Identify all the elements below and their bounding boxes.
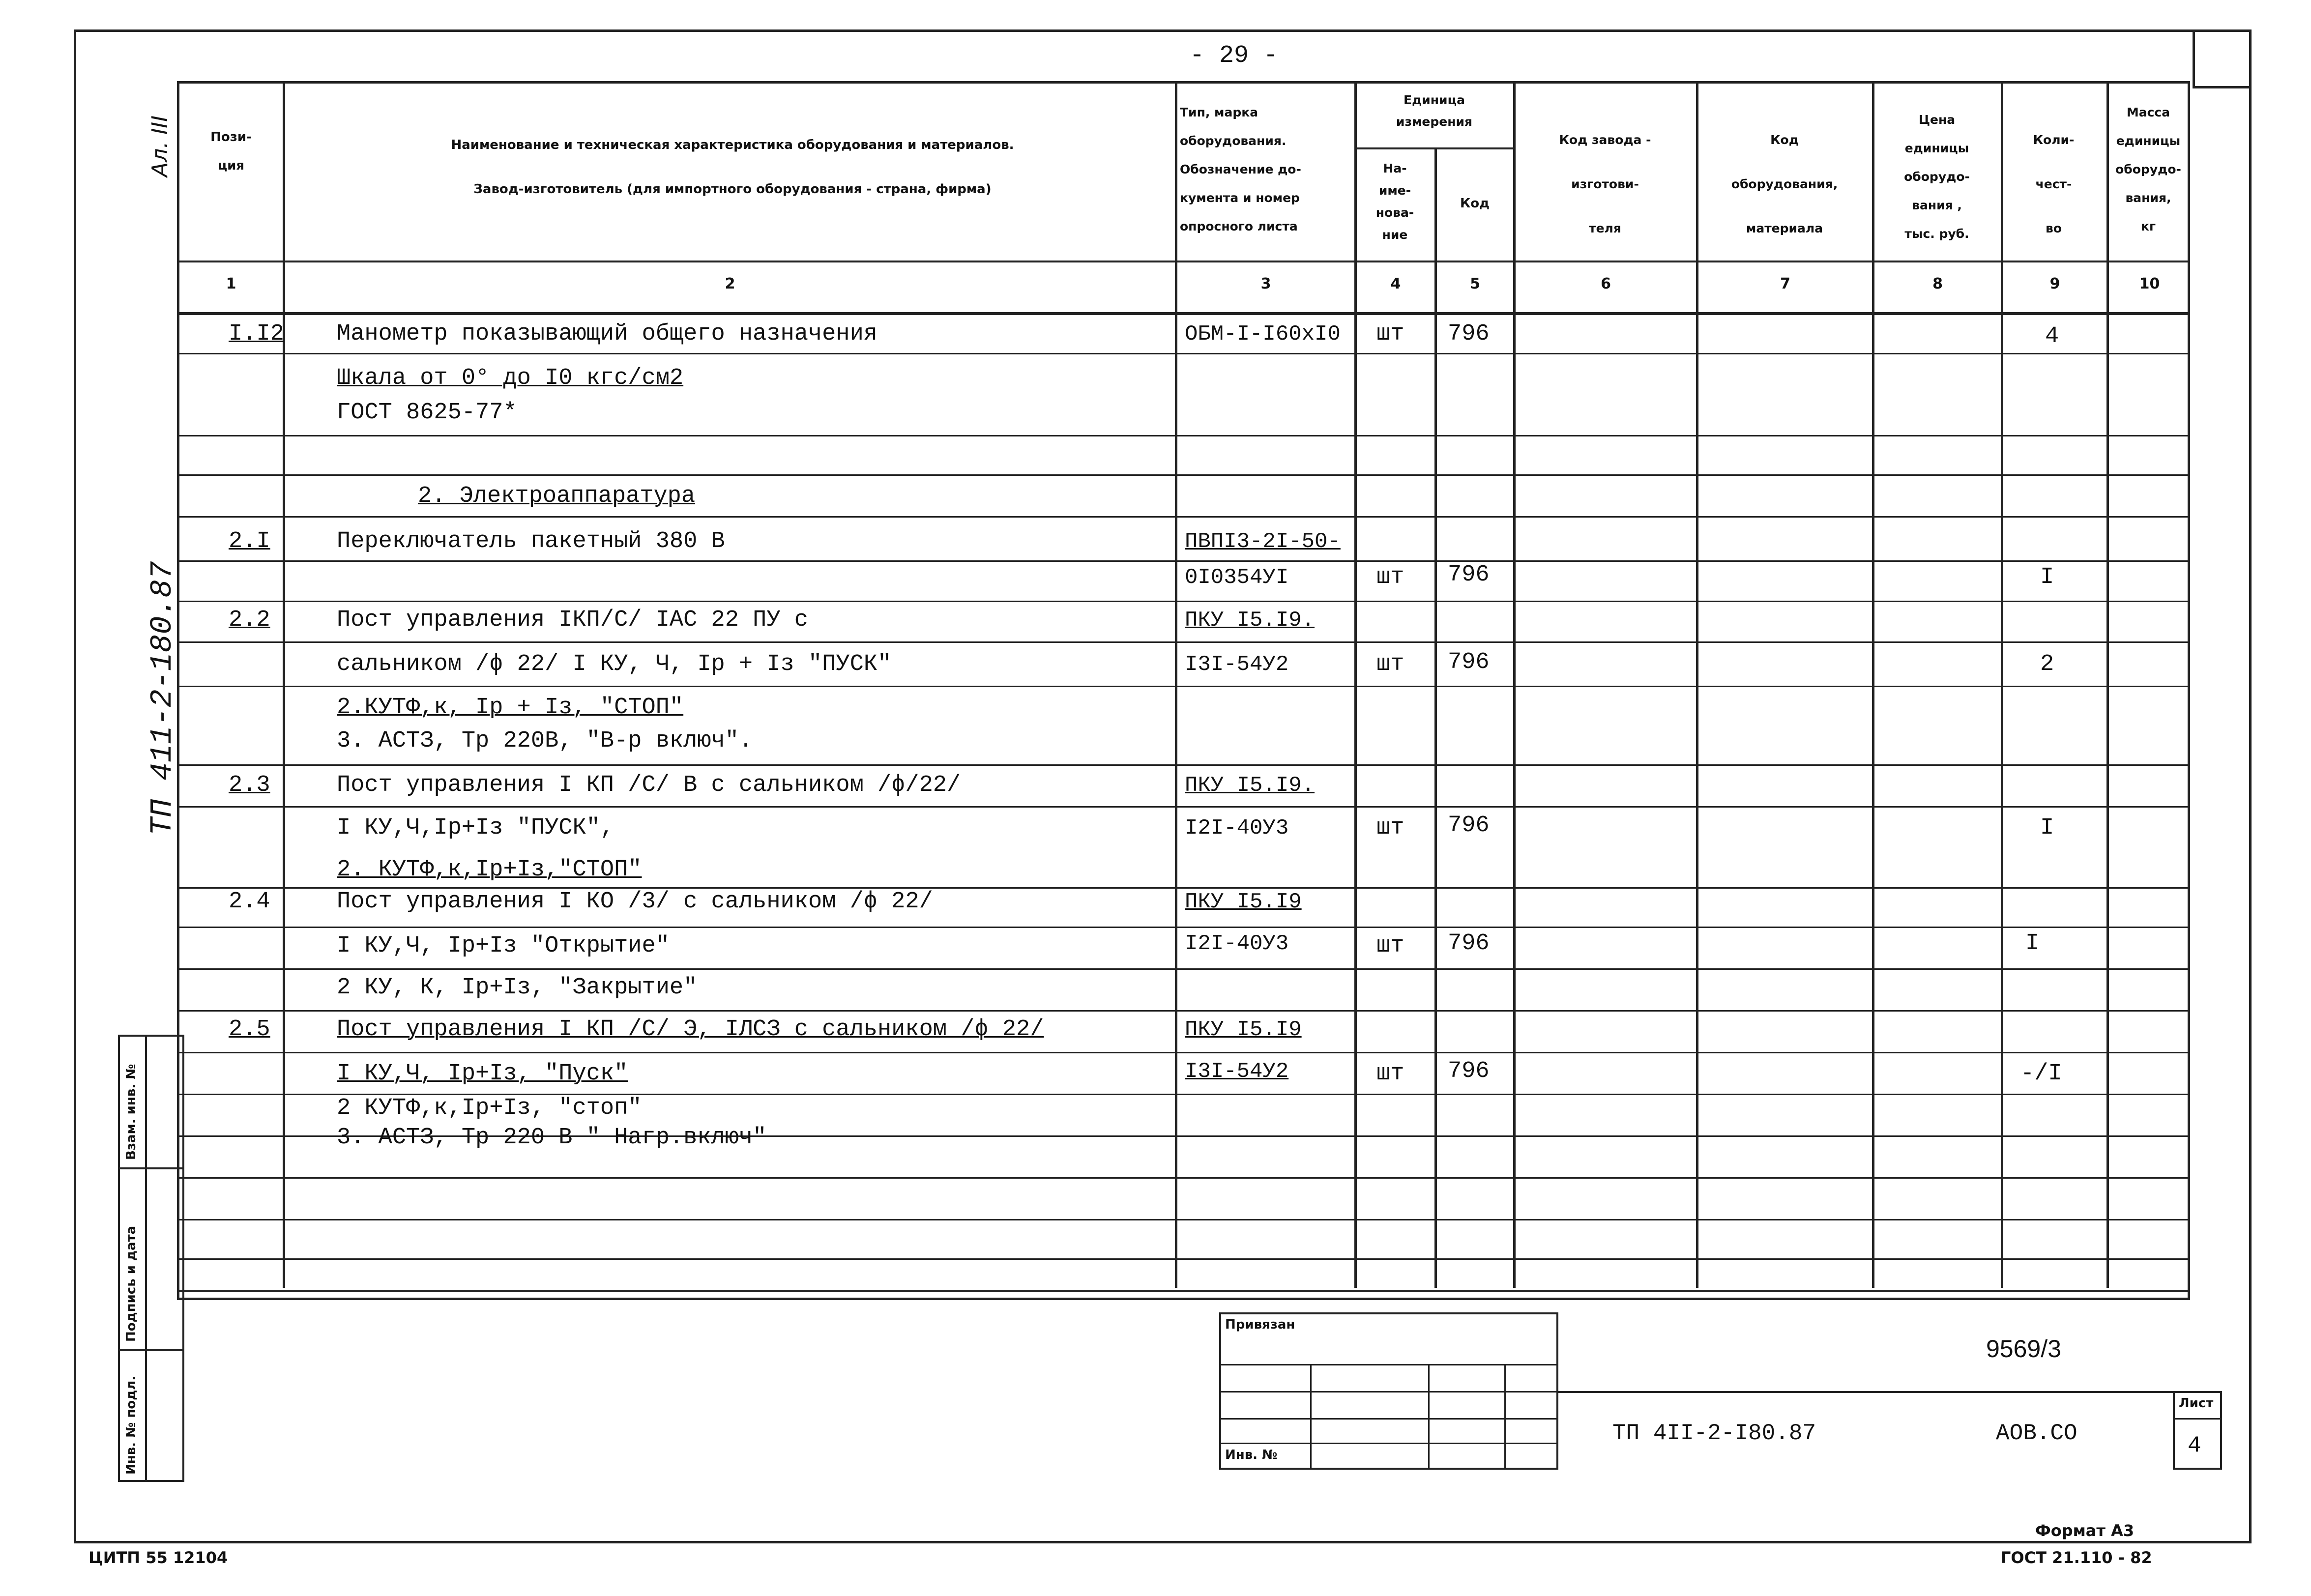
stamp-label-replaced-inv: Взам. инв. № [124,1064,139,1160]
header-col1: Пози- ция [210,130,252,173]
footer-gost: ГОСТ 21.110 - 82 [2001,1548,2152,1567]
row-name: I КУ,Ч, Iр+Iз, "Пуск" [337,1061,628,1087]
row-line [177,1177,2190,1179]
row-name: 2 КУТФ,к,Iр+Iз, "стоп" [337,1095,642,1121]
row-line [177,474,2190,476]
row-line [177,353,2190,354]
row-line [177,641,2190,643]
row-code: 796 [1448,649,1490,675]
row-name: Манометр показывающий общего назначения [337,321,878,347]
col-number-2: 2 [725,275,735,292]
side-doc-code: ТП 411-2-180.87 [145,561,180,836]
row-type: ПКУ I5.I9. [1185,773,1315,798]
row-type: I3I-54У2 [1185,1059,1289,1084]
row-type: ОБМ-I-I60хI0 [1185,322,1341,347]
sheet-mark: Ал. III [147,115,173,177]
row-unit: шт [1376,321,1404,347]
stamp-label-original-inv: Инв. № подл. [124,1375,139,1475]
row-type: 0I0354УI [1185,565,1289,590]
row-line [177,1258,2190,1260]
row-line [177,1010,2190,1012]
row-name: 2. КУТФ,к,Iр+Iз,"СТОП" [337,857,642,883]
sheet-label: Лист [2179,1396,2214,1411]
row-line [177,806,2190,808]
row-name: I КУ,Ч,Iр+Iз "ПУСК", [337,815,614,841]
header-col4: На- име- нова- ние [1375,161,1414,242]
bound-line [1219,1364,1558,1365]
bound-vline [1310,1364,1312,1470]
stamp-divider-h [118,1349,184,1351]
row-name: 2 КУ, К, Iр+Iз, "Закрытие" [337,975,698,1001]
row-qty: I [2040,564,2054,590]
row-line [177,560,2190,562]
bound-line [1219,1391,1558,1393]
numbers-bottom-line [177,312,2190,315]
header-col7: Код оборудования, материала [1731,133,1838,235]
row-unit: шт [1376,564,1404,590]
header-bottom-line [177,261,2190,262]
footer-left: ЦИТП 55 12104 [88,1548,228,1567]
col-number-1: 1 [226,275,236,292]
row-qty: -/I [2020,1061,2062,1087]
row-line [177,516,2190,518]
row-type: I3I-54У2 [1185,652,1289,677]
corner-box [2193,29,2252,88]
row-unit: шт [1376,651,1404,677]
inv-label: Инв. № [1225,1448,1278,1462]
col-line-4 [1434,147,1437,1288]
stamp-label-signature-date: Подпись и дата [124,1225,139,1342]
col-number-7: 7 [1780,275,1790,292]
header-col5: Код [1460,196,1490,211]
row-name: Пост управления IКП/С/ IАС 22 ПУ с [337,607,808,633]
row-name: Переключатель пакетный 380 В [337,528,725,554]
section-title: 2. Электроаппаратура [418,483,696,509]
row-position: I.I2 [229,321,284,347]
row-position: 2.2 [229,607,270,633]
row-name: Пост управления I КП /С/ В с сальником /ϕ/22/ [337,772,961,798]
header-col8: Цена единицы оборудо- вания , тыс. руб. [1904,113,1970,241]
row-type: ПКУ I5.I9 [1185,1017,1302,1042]
row-name: Пост управления I КП /С/ Э, IЛСЗ с сальником /ϕ 22/ [337,1016,1044,1043]
row-type: ПВПI3-2I-50- [1185,529,1341,554]
row-code: 796 [1448,1058,1490,1084]
col-number-3: 3 [1260,275,1271,292]
row-unit: шт [1376,933,1404,959]
header-unit-group: Единица измерения [1396,93,1473,129]
row-name: сальником /ϕ 22/ I КУ, Ч, Iр + Iз "ПУСК" [337,651,892,677]
sheet-number: 4 [2188,1433,2201,1458]
bound-label: Привязан [1225,1317,1295,1332]
col-number-10: 10 [2139,275,2160,292]
col-number-4: 4 [1390,275,1401,292]
row-name: I КУ,Ч, Iр+Iз "Открытие" [337,933,670,959]
row-code: 796 [1448,562,1490,588]
row-qty: I [2040,815,2054,841]
row-type: I2I-40У3 [1185,931,1289,956]
stamp-divider-v [145,1035,147,1482]
row-type: ПКУ I5.I9. [1185,608,1315,633]
row-line [177,601,2190,602]
row-position: 2.3 [229,772,270,798]
row-position: 2.4 [229,889,270,915]
row-code: 796 [1448,321,1490,347]
row-name: Шкала от 0° до I0 кгс/см2 [337,365,684,391]
bound-line [1219,1443,1558,1444]
row-qty: 2 [2040,651,2054,677]
page-number: - 29 - [1190,42,1279,70]
col-number-6: 6 [1601,275,1611,292]
row-type: I2I-40У3 [1185,816,1289,841]
row-name: ГОСТ 8625-77* [337,400,517,426]
doc-code: ТП 4II-2-I80.87 [1612,1421,1816,1446]
title-block-top [184,1290,2190,1292]
col-number-9: 9 [2049,275,2060,292]
sheet-divider [2173,1418,2222,1420]
unit-header-divider [1354,147,1513,149]
row-name: Пост управления I КО /3/ с сальником /ϕ 22/ [337,889,933,915]
header-col10: Масса единицы оборудо- вания, кг [2115,105,2181,233]
row-unit: шт [1376,815,1404,841]
row-qty: I [2025,930,2040,957]
row-name: 2.КУТФ,к, Iр + Iз, "СТОП" [337,695,684,721]
row-line [177,1219,2190,1220]
row-code: 796 [1448,930,1490,957]
footer-format: Формат А3 [2035,1521,2135,1540]
header-col6: Код завода - изготови- теля [1559,133,1651,235]
header-col3: Тип, марка оборудования. Обозначение до- кумента и номер опросного листа [1180,105,1301,233]
bound-line [1219,1418,1558,1420]
row-type: ПКУ I5.I9 [1185,890,1302,914]
row-name: 3. АСТЗ, Тр 220В, "В-р включ". [337,728,753,754]
title-mid-line [1558,1391,2190,1393]
col-number-5: 5 [1470,275,1480,292]
doc-mark: АОВ.СО [1996,1421,2077,1446]
bound-vline [1504,1364,1506,1470]
row-line [177,435,2190,436]
row-line [177,764,2190,766]
row-line [177,968,2190,970]
row-code: 796 [1448,813,1490,839]
row-line [177,1052,2190,1053]
bound-vline [1428,1364,1430,1470]
header-col2: Наименование и техническая характеристика оборудования и материалов. Завод-изготовитель (для импортного оборудования - страна, фирма) [451,138,1014,197]
stamp-divider-h [118,1167,184,1169]
row-unit: шт [1376,1061,1404,1087]
row-position: 2.5 [229,1016,270,1043]
row-position: 2.I [229,528,270,554]
row-name: 3. АСТЗ, Тр 220 В " Нагр.включ" [337,1125,767,1151]
row-line [177,927,2190,928]
header-col9: Коли- чест- во [2033,133,2075,235]
row-qty: 4 [2045,323,2059,349]
col-number-8: 8 [1932,275,1943,292]
drawing-number: 9569/3 [1986,1335,2061,1363]
row-line [177,686,2190,687]
